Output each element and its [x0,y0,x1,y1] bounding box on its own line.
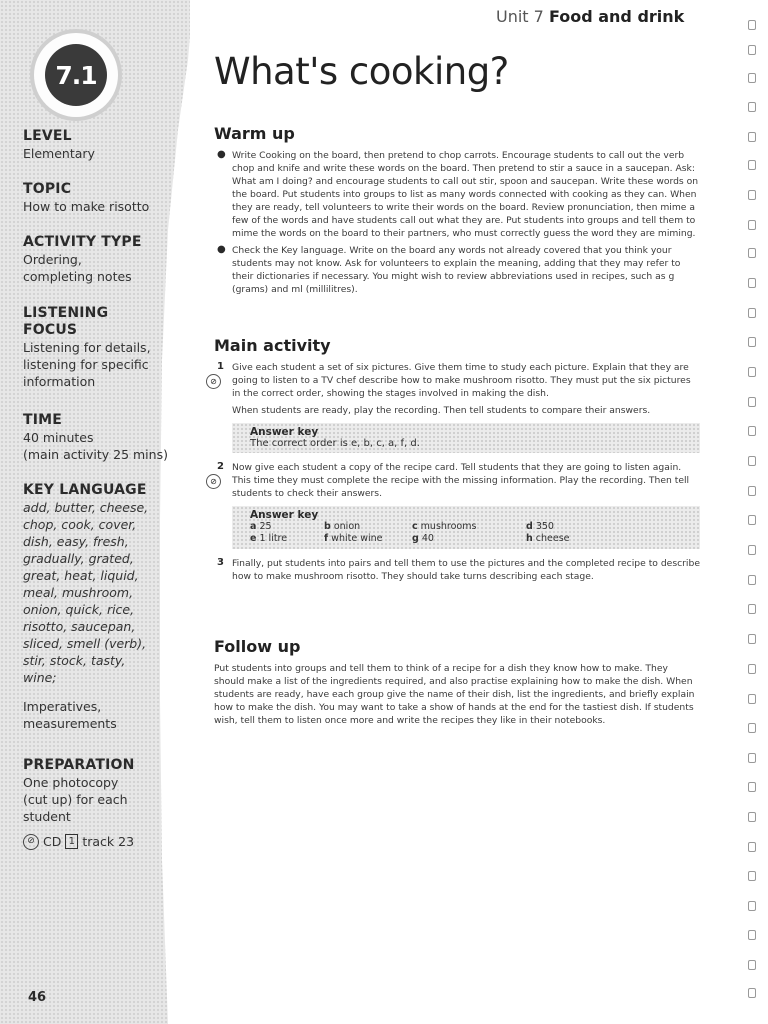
warm-up-heading: Warm up [214,124,295,143]
answer-cell: c mushrooms [412,521,477,532]
step-2 [210,461,700,500]
main-activity-section [210,336,700,583]
answer-cell: f white wine [324,533,383,544]
listening-focus-value: Listening for details, listening for specific information [23,340,151,389]
lesson-badge [34,33,118,117]
step-1-text-b: When students are ready, play the recording. Then tell students to compare their answers. [232,405,651,416]
answer-cell: h cheese [526,533,570,544]
warm-up-text-1: Write Cooking on the board, then pretend to chop carrots. Encourage students to call out the verb chop and knife and write these words on the board. Then pretend to stir a sauce in a saucepan. Ask: What am I doing? and encourage students to call out stir, spoon and saucepan. Write these words on the board. Put students into groups to list as many words connected with cooking as they can. When they are ready, tell volunteers to write their words on the board. Review pronunciation, then mime a few of the words and have students call out what they are. Put students into groups and tell them to mime the words on the board to their partners, who must correctly guess the word they are miming. [232,150,699,239]
bullet-icon: ● [217,149,226,160]
listening-focus-section [23,305,151,390]
time-section [23,412,173,463]
step-3-text: Finally, put students into pairs and tell them to use the pictures and the completed recipe to describe how to make mushroom risotto. They should take turns describing each stage. [232,558,700,582]
warm-up-section [214,124,700,300]
answer-cell: d 350 [526,521,554,532]
step-3 [214,557,700,583]
step-number: 1 [217,361,224,372]
step-number: 2 [217,461,224,472]
cd-icon: ⊘ [206,474,221,489]
key-language-extra: Imperatives, measurements [23,699,117,731]
warm-up-text-2: Check the Key language. Write on the board any words not already covered that you think your students may not know. Ask for volunteers to explain the meaning, adding that they may refer to their dictionaries if necessary. You might wish to review abbreviations used in recipes, such as g (grams) and ml (millilitres). [232,245,681,295]
answer-cell: g 40 [412,533,434,544]
warm-up-bullet [214,149,700,240]
cd-number: 1 [65,834,78,849]
answer-cell: e 1 litre [250,533,288,544]
listening-focus-label: LISTENING FOCUS [23,305,109,338]
page-title: What's cooking? [214,50,509,93]
follow-up-heading: Follow up [214,637,301,656]
answer-key-2-grid [250,521,692,545]
unit-label: Unit 7 [496,7,544,26]
follow-up-text: Put students into groups and tell them to think of a recipe for a dish they know how to make. They should make a list of the ingredients required, and also practise explaining how to make the dish. When students are ready, have each group give the name of their dish, list the ingredients, and briefly explain how to make the dish. You may want to take a show of hands at the end for the tastiest dish. If students wish, tell them to listen once more and write the recipes they like in their notebooks. [214,663,695,726]
answer-cell: b onion [324,521,361,532]
level-label: LEVEL [23,128,72,144]
unit-title: Food and drink [548,7,685,26]
key-language-words: add, butter, cheese, chop, cook, cover, dish, easy, fresh, gradually, grated, great, heat, liquid, meal, mushroom, onion, quick, rice, risotto, saucepan, sliced, smell (verb), stir, stock, tasty, wine; [23,500,149,685]
step-1-text: Give each student a set of six pictures. Give them time to study each picture. Explain that they are going to listen to a TV chef describe how to make mushroom risotto. They must put the six pictures in the correct order, showing the stages involved in making the dish. [232,362,691,399]
follow-up-section [214,637,700,727]
preparation-value: One photocopy (cut up) for each student [23,775,128,824]
answer-key-label: Answer key [250,426,319,438]
unit-header [496,7,684,26]
activity-type-value: Ordering, completing notes [23,252,132,284]
level-section [23,128,173,162]
level-value: Elementary [23,146,95,161]
answer-cell: a 25 [250,521,272,532]
step-2-text: Now give each student a copy of the recipe card. Tell students that they are going to listen again. This time they must complete the recipe with the missing information. Play the recording. Then tell students to check their answers. [232,462,690,499]
key-language-label: KEY LANGUAGE [23,482,147,498]
topic-section [23,181,173,215]
activity-type-label: ACTIVITY TYPE [23,234,142,250]
time-label: TIME [23,412,63,428]
cd-label: CD [43,834,62,849]
key-language-section [23,482,158,732]
page-number: 46 [28,990,47,1005]
bullet-icon: ● [217,244,226,255]
cd-icon: ⊘ [206,374,221,389]
step-number: 3 [217,557,224,568]
answer-key-1-text: The correct order is e, b, c, a, f, d. [250,438,420,449]
binder-margin-marks [748,10,762,1010]
preparation-section [23,757,143,850]
answer-key-2 [232,506,700,549]
answer-key-1 [232,423,700,453]
main-activity-heading: Main activity [214,336,331,355]
time-value: 40 minutes [23,430,94,445]
activity-type-section [23,234,148,285]
topic-label: TOPIC [23,181,72,197]
cd-track: track 23 [82,834,135,849]
preparation-label: PREPARATION [23,757,135,773]
cd-icon: ⊘ [23,834,39,850]
warm-up-bullet [214,244,700,296]
answer-key-label: Answer key [250,509,319,521]
time-detail: (main activity 25 mins) [23,447,168,462]
step-1 [210,361,700,417]
cd-track-row [23,833,143,850]
lesson-number: 7.1 [45,44,107,106]
topic-value: How to make risotto [23,199,150,214]
